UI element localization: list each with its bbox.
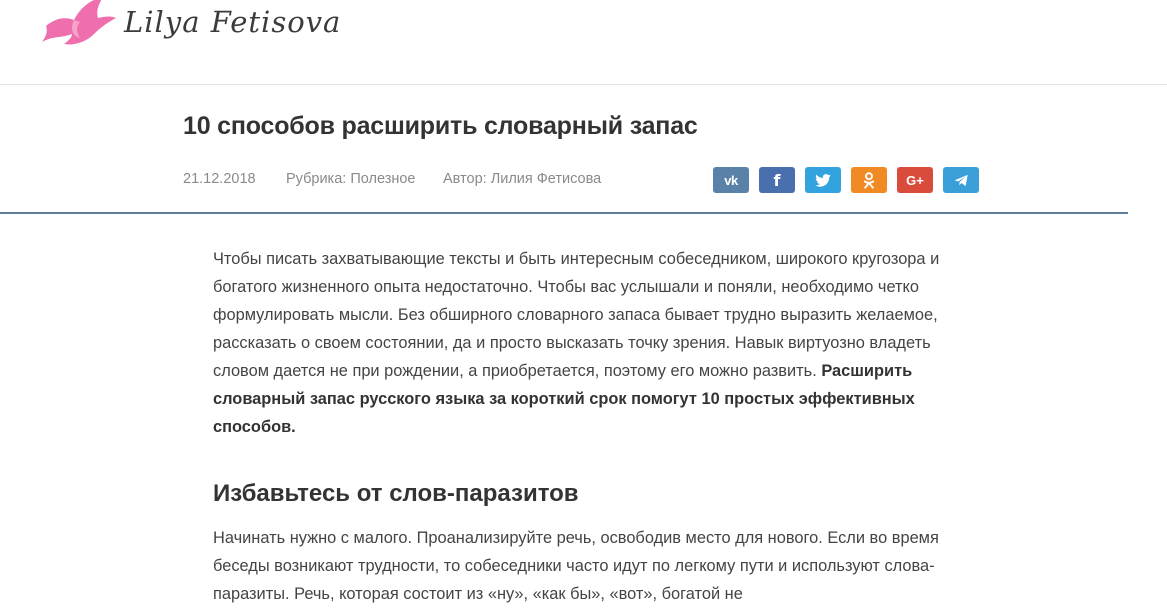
intro-paragraph xyxy=(213,245,943,441)
telegram-icon xyxy=(954,174,969,187)
site-logo[interactable] xyxy=(40,0,341,48)
share-facebook-button[interactable] xyxy=(759,167,795,193)
share-buttons xyxy=(713,167,979,193)
odnoklassniki-icon xyxy=(863,172,875,189)
share-google-plus-button[interactable] xyxy=(897,167,933,193)
article-title: 10 способов расширить словарный запас xyxy=(183,112,698,140)
bird-logo-icon xyxy=(40,0,116,48)
intro-text: Чтобы писать захватывающие тексты и быть интересным собеседником, широкого кругозора и богатого жизненного опыта недостаточно. Чтобы вас услышали и поняли, необходимо четко формулировать мысли. Без обширного словарного запаса бывает трудно выразить желаемое, рассказать о своем состоянии, да и просто высказать точку зрения. Навык виртуозно владеть словом дается не при рождении, а приобретается, поэтому его можно развить. xyxy=(213,250,940,380)
site-header xyxy=(0,0,1167,85)
share-telegram-button[interactable] xyxy=(943,167,979,193)
section-paragraph: Начинать нужно с малого. Проанализируйте речь, освободив место для нового. Если во время беседы возникают трудности, то собеседники часто идут по легкому пути и используют слова-паразиты. Речь, которая состоит из «ну», «как бы», «вот», богатой не xyxy=(213,529,939,603)
logo-text: Lilya Fetisova xyxy=(124,5,342,39)
section-heading: Избавьтесь от слов-паразитов xyxy=(213,480,579,507)
facebook-icon: f xyxy=(773,170,781,190)
twitter-icon xyxy=(815,174,831,187)
vk-icon: vk xyxy=(724,172,738,188)
article-intro xyxy=(213,245,943,441)
share-twitter-button[interactable] xyxy=(805,167,841,193)
share-odnoklassniki-button[interactable] xyxy=(851,167,887,193)
article-date: 21.12.2018 xyxy=(183,171,256,187)
google-plus-icon: G+ xyxy=(906,172,924,188)
share-vk-button[interactable] xyxy=(713,167,749,193)
article-rubric[interactable]: Рубрика: Полезное xyxy=(286,171,416,187)
content-divider xyxy=(0,212,1128,214)
article-author[interactable]: Автор: Лилия Фетисова xyxy=(443,171,602,187)
intro-end: . xyxy=(291,418,296,436)
intro-bold-text: Расширить словарный запас русского языка за короткий срок помогут 10 простых эффективных способов xyxy=(213,362,915,436)
article-section xyxy=(213,524,943,608)
